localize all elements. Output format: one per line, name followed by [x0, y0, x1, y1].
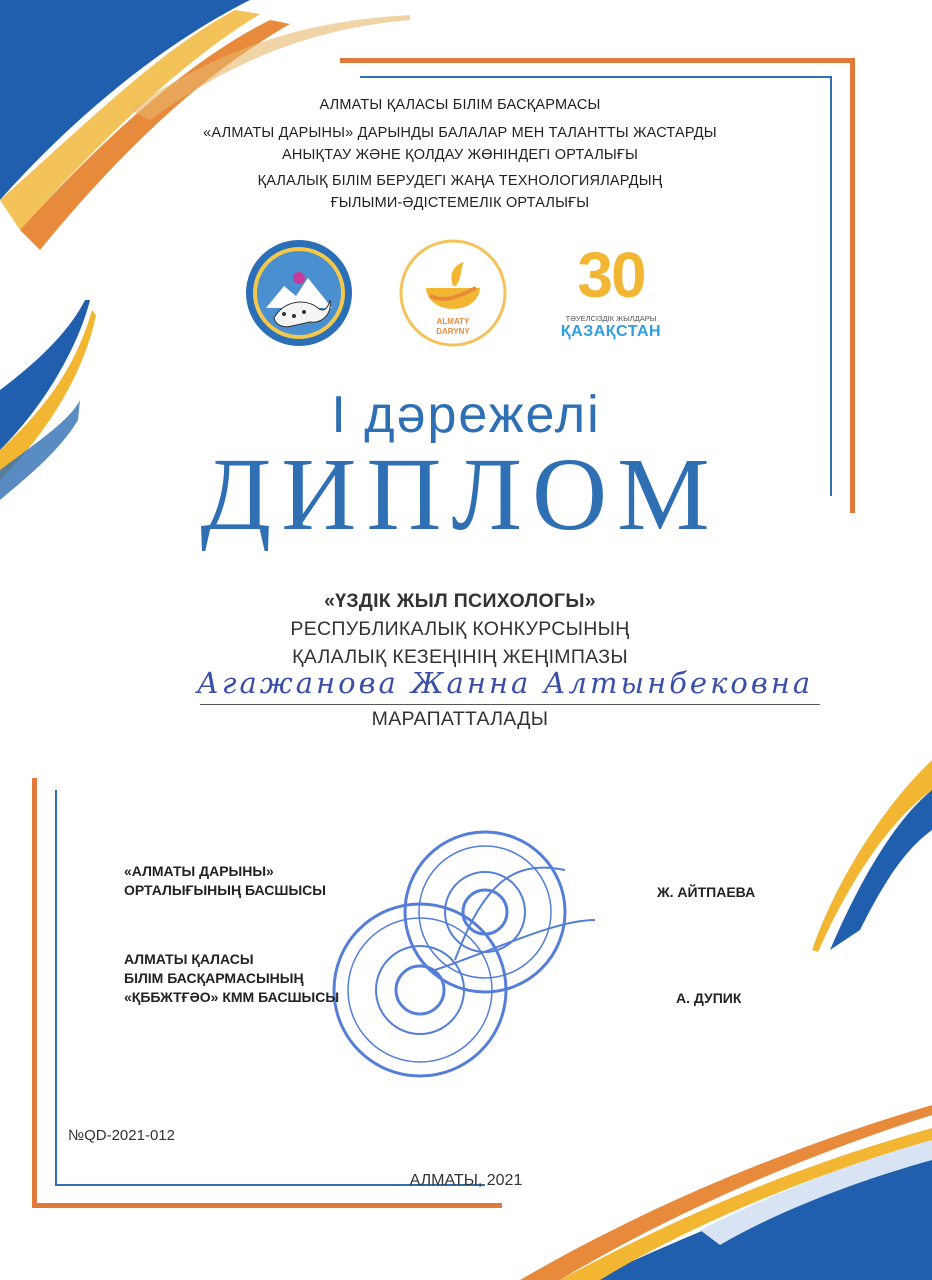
winner-handwritten-name: Агажанова Жанна Алтынбековна	[196, 666, 814, 700]
diploma-title: ДИПЛОМ	[200, 437, 720, 552]
anniversary-caption: ТӘУЕЛСІЗДІК ЖЫЛДАРЫ	[565, 314, 657, 323]
anniversary-logo	[556, 240, 666, 341]
daryny-text-1: ALMATY	[436, 317, 470, 326]
organization-line-5: ҒЫЛЫМИ-ӘДІСТЕМЕЛІК ОРТАЛЫҒЫ	[330, 195, 590, 211]
signatory-2-title	[124, 950, 339, 1007]
contest-line-3: ҚАЛАЛЫҚ КЕЗЕҢІНІҢ ЖЕҢІМПАЗЫ	[292, 646, 628, 668]
signatory-1-name: Ж. АЙТПАЕВА	[657, 884, 756, 900]
logo-row	[240, 238, 660, 348]
document-number: №QD-2021-012	[68, 1127, 175, 1144]
winner-name	[145, 662, 865, 712]
organization-line-1: АЛМАТЫ ҚАЛАСЫ БІЛІМ БАСҚАРМАСЫ	[319, 97, 601, 113]
organization-line-3: АНЫҚТАУ ЖӘНЕ ҚОЛДАУ ЖӨНІНДЕГІ ОРТАЛЫҒЫ	[281, 147, 639, 163]
organization-line-2: «АЛМАТЫ ДАРЫНЫ» ДАРЫНДЫ БАЛАЛАР МЕН ТАЛАНТТЫ ЖАСТАРДЫ	[203, 125, 717, 141]
place-and-year: АЛМАТЫ, 2021	[409, 1172, 523, 1189]
signatory-2-title-line-1: АЛМАТЫ ҚАЛАСЫ	[124, 951, 254, 967]
daryny-text-2: DARYNY	[436, 327, 470, 336]
signatory-1-title	[124, 862, 326, 900]
contest-line-2: РЕСПУБЛИКАЛЫҚ КОНКУРСЫНЫҢ	[290, 618, 630, 640]
almaty-emblem-icon	[244, 238, 354, 348]
official-stamps	[325, 820, 595, 1080]
signatory-2-title-line-2: БІЛІМ БАСҚАРМАСЫНЫҢ	[124, 970, 304, 986]
anniversary-number: 30	[577, 239, 645, 311]
anniversary-country: ҚАЗАҚСТАН	[560, 323, 662, 340]
signatory-2-name: А. ДУПИК	[676, 990, 742, 1006]
name-underline	[200, 704, 820, 705]
contest-name: «ҮЗДІК ЖЫЛ ПСИХОЛОГЫ»	[324, 590, 596, 612]
signatory-2-title-line-3: «ҚББЖТҒӘО» КММ БАСШЫСЫ	[124, 989, 340, 1005]
awarded-text: МАРАПАТТАЛАДЫ	[371, 708, 549, 730]
degree-title: I дәрежелі	[331, 386, 601, 444]
organization-line-4: ҚАЛАЛЫҚ БІЛІМ БЕРУДЕГІ ЖАҢА ТЕХНОЛОГИЯЛАРДЫҢ	[257, 173, 663, 189]
almaty-daryny-logo-icon	[398, 238, 508, 348]
signatory-1-title-line-1: «АЛМАТЫ ДАРЫНЫ»	[124, 863, 274, 879]
signatory-1-title-line-2: ОРТАЛЫҒЫНЫҢ БАСШЫСЫ	[124, 882, 326, 898]
